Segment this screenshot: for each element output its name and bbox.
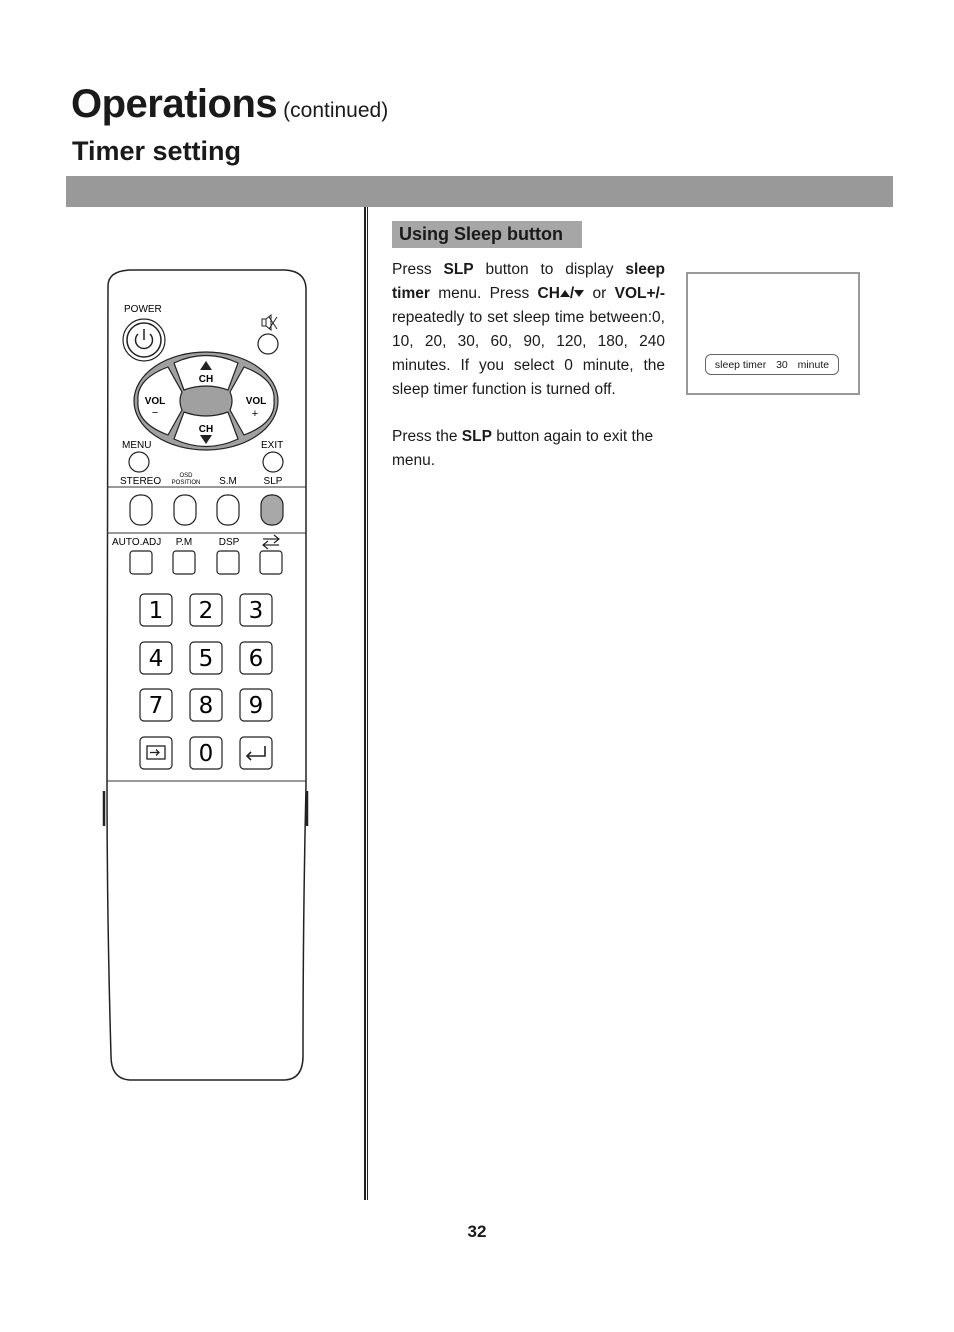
menu-button[interactable] — [129, 452, 149, 472]
stereo-button[interactable] — [130, 495, 152, 525]
digit-2-label: 2 — [198, 598, 214, 624]
slp-label: SLP — [263, 476, 283, 487]
header-bar — [66, 176, 893, 207]
instruction-paragraph — [392, 258, 665, 402]
power-button[interactable] — [123, 319, 165, 361]
osd-position-button[interactable] — [174, 495, 196, 525]
mute-button[interactable] — [258, 334, 278, 354]
vol-up-label: VOL — [245, 396, 267, 407]
text: repeatedly to set sleep time between:0, 10, 20, 30, 60, 90, 120, 180, 240 minutes. If you select 0 minute, the sleep timer function is turned off. — [392, 309, 665, 398]
column-divider — [364, 207, 368, 1200]
slp-button[interactable] — [261, 495, 283, 525]
text: button again to exit the menu. — [392, 428, 654, 469]
swap-button[interactable] — [260, 551, 282, 574]
osd-unit: minute — [797, 359, 830, 371]
down-arrow-icon — [574, 290, 584, 297]
slp-keyword: SLP — [461, 428, 492, 445]
osd-label-top: OSD — [179, 473, 193, 479]
menu-label: MENU — [122, 440, 152, 451]
text: or — [584, 285, 615, 302]
up-arrow-icon — [560, 290, 570, 297]
ch-up-label: CH — [198, 374, 214, 385]
text: button to display — [473, 261, 626, 278]
ch-down-label: CH — [198, 424, 214, 435]
stereo-label: STEREO — [120, 476, 162, 487]
page-number: 32 — [467, 1222, 487, 1241]
osd-screen — [686, 272, 860, 395]
auto-adj-button[interactable] — [130, 551, 152, 574]
osd-value: 30 — [776, 359, 788, 371]
digit-3-label: 3 — [248, 598, 264, 624]
section-title: Timer setting — [72, 136, 242, 166]
remote-control — [100, 266, 312, 1086]
vol-down-label: VOL — [144, 396, 166, 407]
ch-keyword: CH — [537, 285, 560, 302]
return-button[interactable] — [240, 737, 272, 769]
digit-4-label: 4 — [148, 646, 164, 672]
slash: / — [569, 285, 575, 302]
digit-1-label: 1 — [148, 598, 164, 624]
power-label: POWER — [124, 304, 162, 315]
sleep-button-heading: Using Sleep button — [392, 221, 582, 248]
text: menu. Press — [429, 285, 538, 302]
digit-0-label: 0 — [198, 741, 214, 767]
digit-7-label: 7 — [148, 693, 164, 719]
page-title — [71, 82, 388, 127]
sleep-timer-keyword: sleep timer — [392, 261, 665, 302]
digit-5-label: 5 — [198, 646, 214, 672]
exit-label: EXIT — [261, 440, 284, 451]
text: Press — [392, 261, 444, 278]
dsp-label: DSP — [218, 537, 240, 548]
vol-minus-sign: − — [151, 407, 159, 419]
text: Press the — [392, 428, 462, 445]
page-title-main: Operations — [71, 82, 278, 126]
osd-label: sleep timer — [714, 359, 767, 371]
slp-keyword: SLP — [443, 261, 474, 278]
pm-label: P.M — [175, 537, 193, 548]
dsp-button[interactable] — [217, 551, 239, 574]
auto-adj-label: AUTO.ADJ — [112, 537, 162, 548]
pm-button[interactable] — [173, 551, 195, 574]
digit-8-label: 8 — [198, 693, 214, 719]
vol-plus-sign: + — [251, 408, 259, 420]
sleep-timer-osd — [705, 354, 839, 375]
page-title-suffix: (continued) — [283, 99, 389, 122]
vol-keyword: VOL+/- — [614, 285, 665, 302]
sm-button[interactable] — [217, 495, 239, 525]
digit-9-label: 9 — [248, 693, 264, 719]
exit-paragraph — [392, 425, 665, 473]
sm-label: S.M — [219, 476, 237, 487]
osd-label-bottom: POSITION — [171, 480, 201, 486]
digit-6-label: 6 — [248, 646, 264, 672]
exit-button[interactable] — [263, 452, 283, 472]
